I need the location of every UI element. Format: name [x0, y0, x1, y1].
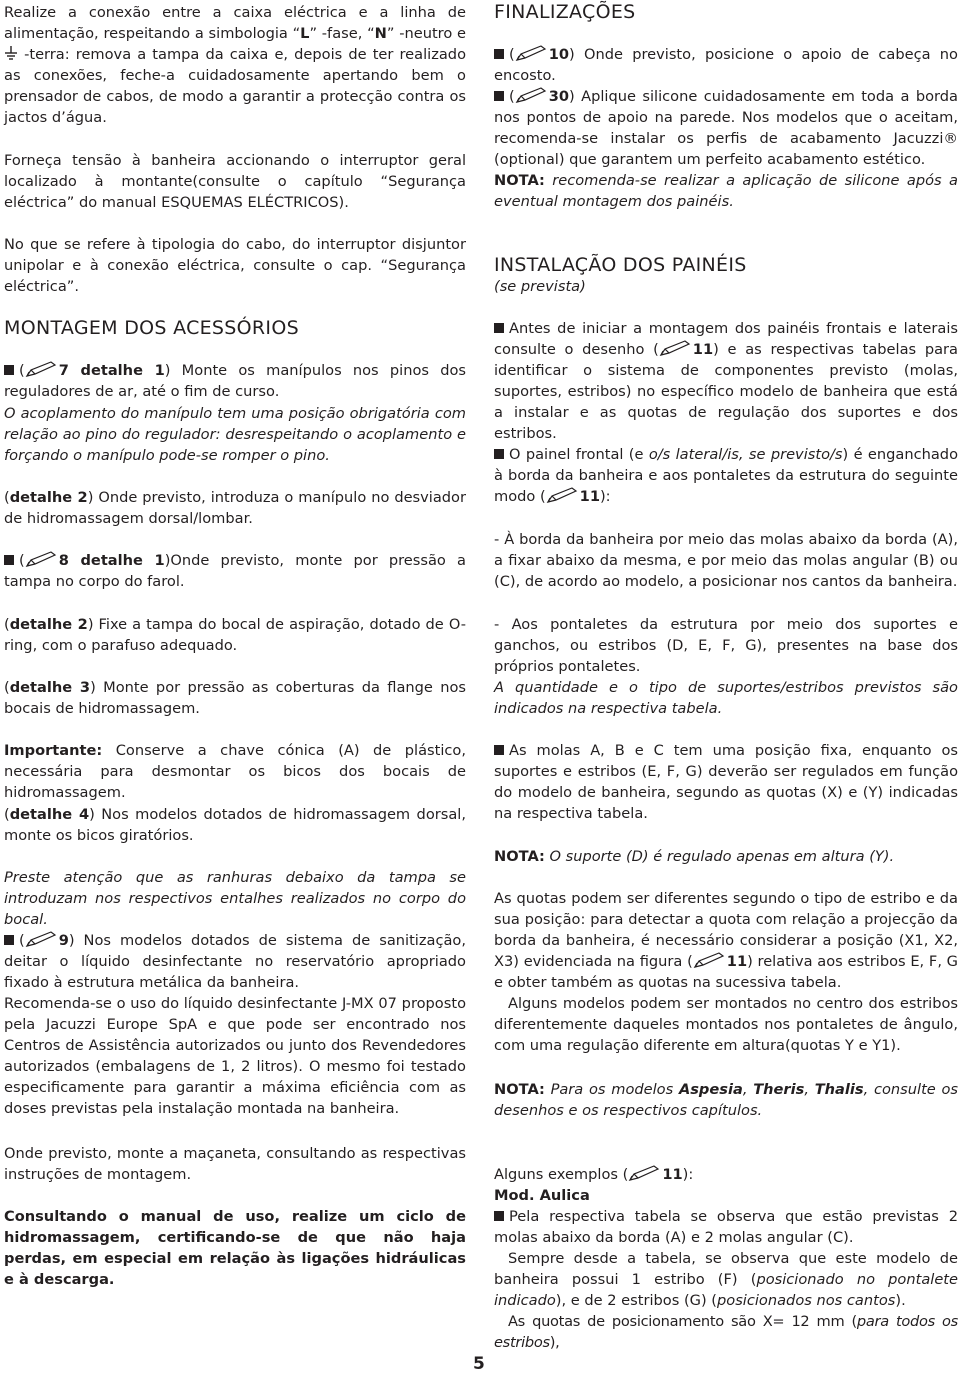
paragraph-front-panel: O painel frontal (e o/s lateral/is, se previsto/s) é enganchado à borda da banheira e aos pontaletes da estrutura do seguinte modo ( 11):	[494, 446, 958, 505]
heading-subtitle: (se prevista)	[494, 278, 586, 295]
heading-montagem-acessorios: MONTAGEM DOS ACESSÓRIOS	[4, 317, 299, 339]
bullet-square-icon	[494, 49, 504, 59]
bullet-square-icon	[494, 91, 504, 101]
figure-pencil-icon	[515, 87, 549, 104]
figure-pencil-icon	[25, 551, 59, 568]
earth-symbol-icon	[4, 46, 18, 61]
figure-pencil-icon	[659, 340, 693, 357]
paragraph-flange-covers: (detalhe 3) Monte por pressão as coberturas da flange nos bocais de hidromassagem.	[4, 679, 466, 717]
bullet-square-icon	[494, 323, 504, 333]
bullet-square-icon	[4, 555, 14, 565]
heading-instalacao-paineis: INSTALAÇÃO DOS PAINÉIS	[494, 254, 747, 276]
bullet-square-icon	[494, 1211, 504, 1221]
paragraph-sanitization: ( 9) Nos modelos dotados de sistema de sanitização, deitar o líquido desinfectante no reservatório apropriado fixado à estrutura metálica da banheira.	[4, 932, 466, 991]
paragraph-rotating-nozzles: (detalhe 4) Nos modelos dotados de hidromassagem dorsal, monte os bicos giratórios.	[4, 806, 466, 844]
paragraph-examples: Alguns exemplos ( 11): Mod. Aulica	[494, 1166, 694, 1204]
paragraph-springs: As molas A, B e C tem uma posição fixa, enquanto os suportes e estribos (E, F, G) deverão ser regulados em função do modelo de banheira, segundo as quotas (X) e (Y) indicadas na respectiva tabela.	[494, 742, 958, 822]
paragraph-center-mount: Alguns modelos podem ser montados no centro dos estribos diferentemente daqueles montados nos pontaletes de ângulo, com uma regulação diferente em altura(quotas Y e Y1).	[494, 995, 958, 1054]
paragraph-aulica-quotas: As quotas de posicionamento são X= 12 mm (para todos os estribos),	[494, 1313, 958, 1351]
paragraph-struts: - Aos pontaletes da estrutura por meio dos suportes e ganchos, ou estribos (D, E, F, G), presentes na base dos próprios pontaletes.	[494, 616, 958, 675]
paragraph-suction-cover: (detalhe 2) Fixe a tampa do bocal de aspiração, dotado de O-ring, com o parafuso adequado.	[4, 616, 466, 654]
figure-pencil-icon	[25, 361, 59, 378]
paragraph-quotas: As quotas podem ser diferentes segundo o tipo de estribo e da sua posição: para detectar a quota com relação a projecção da borda da banheira, é necessário considerar a posição (X1, X2, X3) evidenciada na figura ( 11) relativa aos estribos E, F, G e obter também as quotas na sucessiva tabela.	[494, 890, 958, 991]
page-number: 5	[473, 1354, 485, 1374]
paragraph-light-cover: ( 8 detalhe 1)Onde previsto, monte por pressão a tampa no corpo do farol.	[4, 552, 466, 590]
paragraph-silicone: ( 30) Aplique silicone cuidadosamente em toda a borda nos pontos de apoio na parede. Nos modelos que o aceitam, recomenda-se instalar os perfis de acabamento Jacuzzi® (optional) que garantem um perfeito acabamento estético. NOTA: recomenda-se realizar a aplicação de silicone após a eventual montagem dos painéis.	[494, 88, 958, 210]
paragraph-test-cycle: Consultando o manual de uso, realize um ciclo de hidromassagem, certificando-se de que não haja perdas, em especial em relação às ligações hidráulicas e à descarga.	[4, 1208, 466, 1288]
paragraph-grooves-note: Preste atenção que as ranhuras debaixo da tampa se introduzam nos respectivos entalhes realizados no corpo do bocal.	[4, 869, 466, 928]
paragraph-support-note: NOTA: O suporte (D) é regulado apenas em altura (Y).	[494, 848, 895, 865]
figure-pencil-icon	[25, 931, 59, 948]
figure-pencil-icon	[546, 487, 580, 504]
bullet-square-icon	[4, 935, 14, 945]
paragraph-diverter: (detalhe 2) Onde previsto, introduza o manípulo no desviador de hidromassagem dorsal/lombar.	[4, 489, 466, 527]
paragraph-quantity-note: A quantidade e o tipo de suportes/estribos previstos são indicados na respectiva tabela.	[494, 679, 958, 717]
paragraph-power-supply: Forneça tensão à banheira accionando o interruptor geral localizado à montante(consulte o capítulo “Segurança eléctrica” do manual ESQUEMAS ELÉCTRICOS).	[4, 152, 466, 211]
figure-pencil-icon	[515, 45, 549, 62]
paragraph-headrest: ( 10) Onde previsto, posicione o apoio de cabeça no encosto.	[494, 46, 958, 84]
paragraph-handle-warning: O acoplamento do manípulo tem uma posição obrigatória com relação ao pino do regulador: desrespeitando o acoplamento e forçando o manípulo pode-se romper o pino.	[4, 405, 466, 464]
paragraph-before-mounting: Antes de iniciar a montagem dos painéis frontais e laterais consulte o desenho ( 11) e as respectivas tabelas para identificar o sistema de componentes previsto (molas, suportes, estribos) no específico modelo de banheira que está a instalar e as quotas de regulação dos suportes e dos estribos.	[494, 320, 958, 442]
paragraph-disinfectant-recommendation: Recomenda-se o uso do líquido desinfectante J-MX 07 proposto pela Jacuzzi Europe SpA e que pode ser encontrado nos Centros de Assistência autorizados ou junto dos Revendedores autorizados (embalagens de 1, 2 litros). O mesmo foi testado especificamente para garantir a máxima eficiência com as doses previstas pela instalação montada na banheira.	[4, 995, 466, 1117]
paragraph-aulica-springs: Pela respectiva tabela se observa que estão previstas 2 molas abaixo da borda (A) e 2 molas angular (C).	[494, 1208, 958, 1246]
figure-pencil-icon	[693, 952, 727, 969]
model-name: Mod. Aulica	[494, 1187, 590, 1204]
paragraph-cable-type: No que se refere à tipologia do cabo, do interruptor disjuntor unipolar e à conexão eléctrica, consulte o cap. “Segurança eléctrica”.	[4, 236, 466, 295]
bullet-square-icon	[494, 745, 504, 755]
paragraph-electrical-connection: Realize a conexão entre a caixa eléctrica e a linha de alimentação, respeitando a simbologia “L” -fase, “N” -neutro e -terra: remova a tampa da caixa e, depois de ter realizado as conexões, feche-a cuidadosamente apertando bem o prensador de cabos, de modo a garantir a protecção contra os jactos d’água.	[4, 4, 466, 126]
figure-pencil-icon	[628, 1165, 662, 1182]
paragraph-aulica-stirrups: Sempre desde a tabela, se observa que este modelo de banheira possui 1 estribo (F) (posicionado no pontalete indicado), e de 2 estribos (G) (posicionados nos cantos).	[494, 1250, 958, 1309]
paragraph-models-note: NOTA: Para os modelos Aspesia, Theris, Thalis, consulte os desenhos e os respectivos capítulos.	[494, 1081, 959, 1119]
paragraph-important: Importante: Conserve a chave cónica (A) de plástico, necessária para desmontar os bicos dos bocais de hidromassagem.	[4, 742, 466, 801]
paragraph-tub-edge: - À borda da banheira por meio das molas abaixo da borda (A), a fixar abaixo da mesma, e por meio das molas angular (B) ou (C), de acordo ao modelo, a posicionar nos cantos da banheira.	[494, 531, 958, 590]
paragraph-handle-mount: Onde previsto, monte a maçaneta, consultando as respectivas instruções de montagem.	[4, 1145, 466, 1183]
paragraph-handles: ( 7 detalhe 1) Monte os manípulos nos pinos dos reguladores de ar, até o fim de curso.	[4, 362, 466, 400]
bullet-square-icon	[4, 365, 14, 375]
bullet-square-icon	[494, 449, 504, 459]
heading-finalizacoes: FINALIZAÇÕES	[494, 1, 636, 23]
